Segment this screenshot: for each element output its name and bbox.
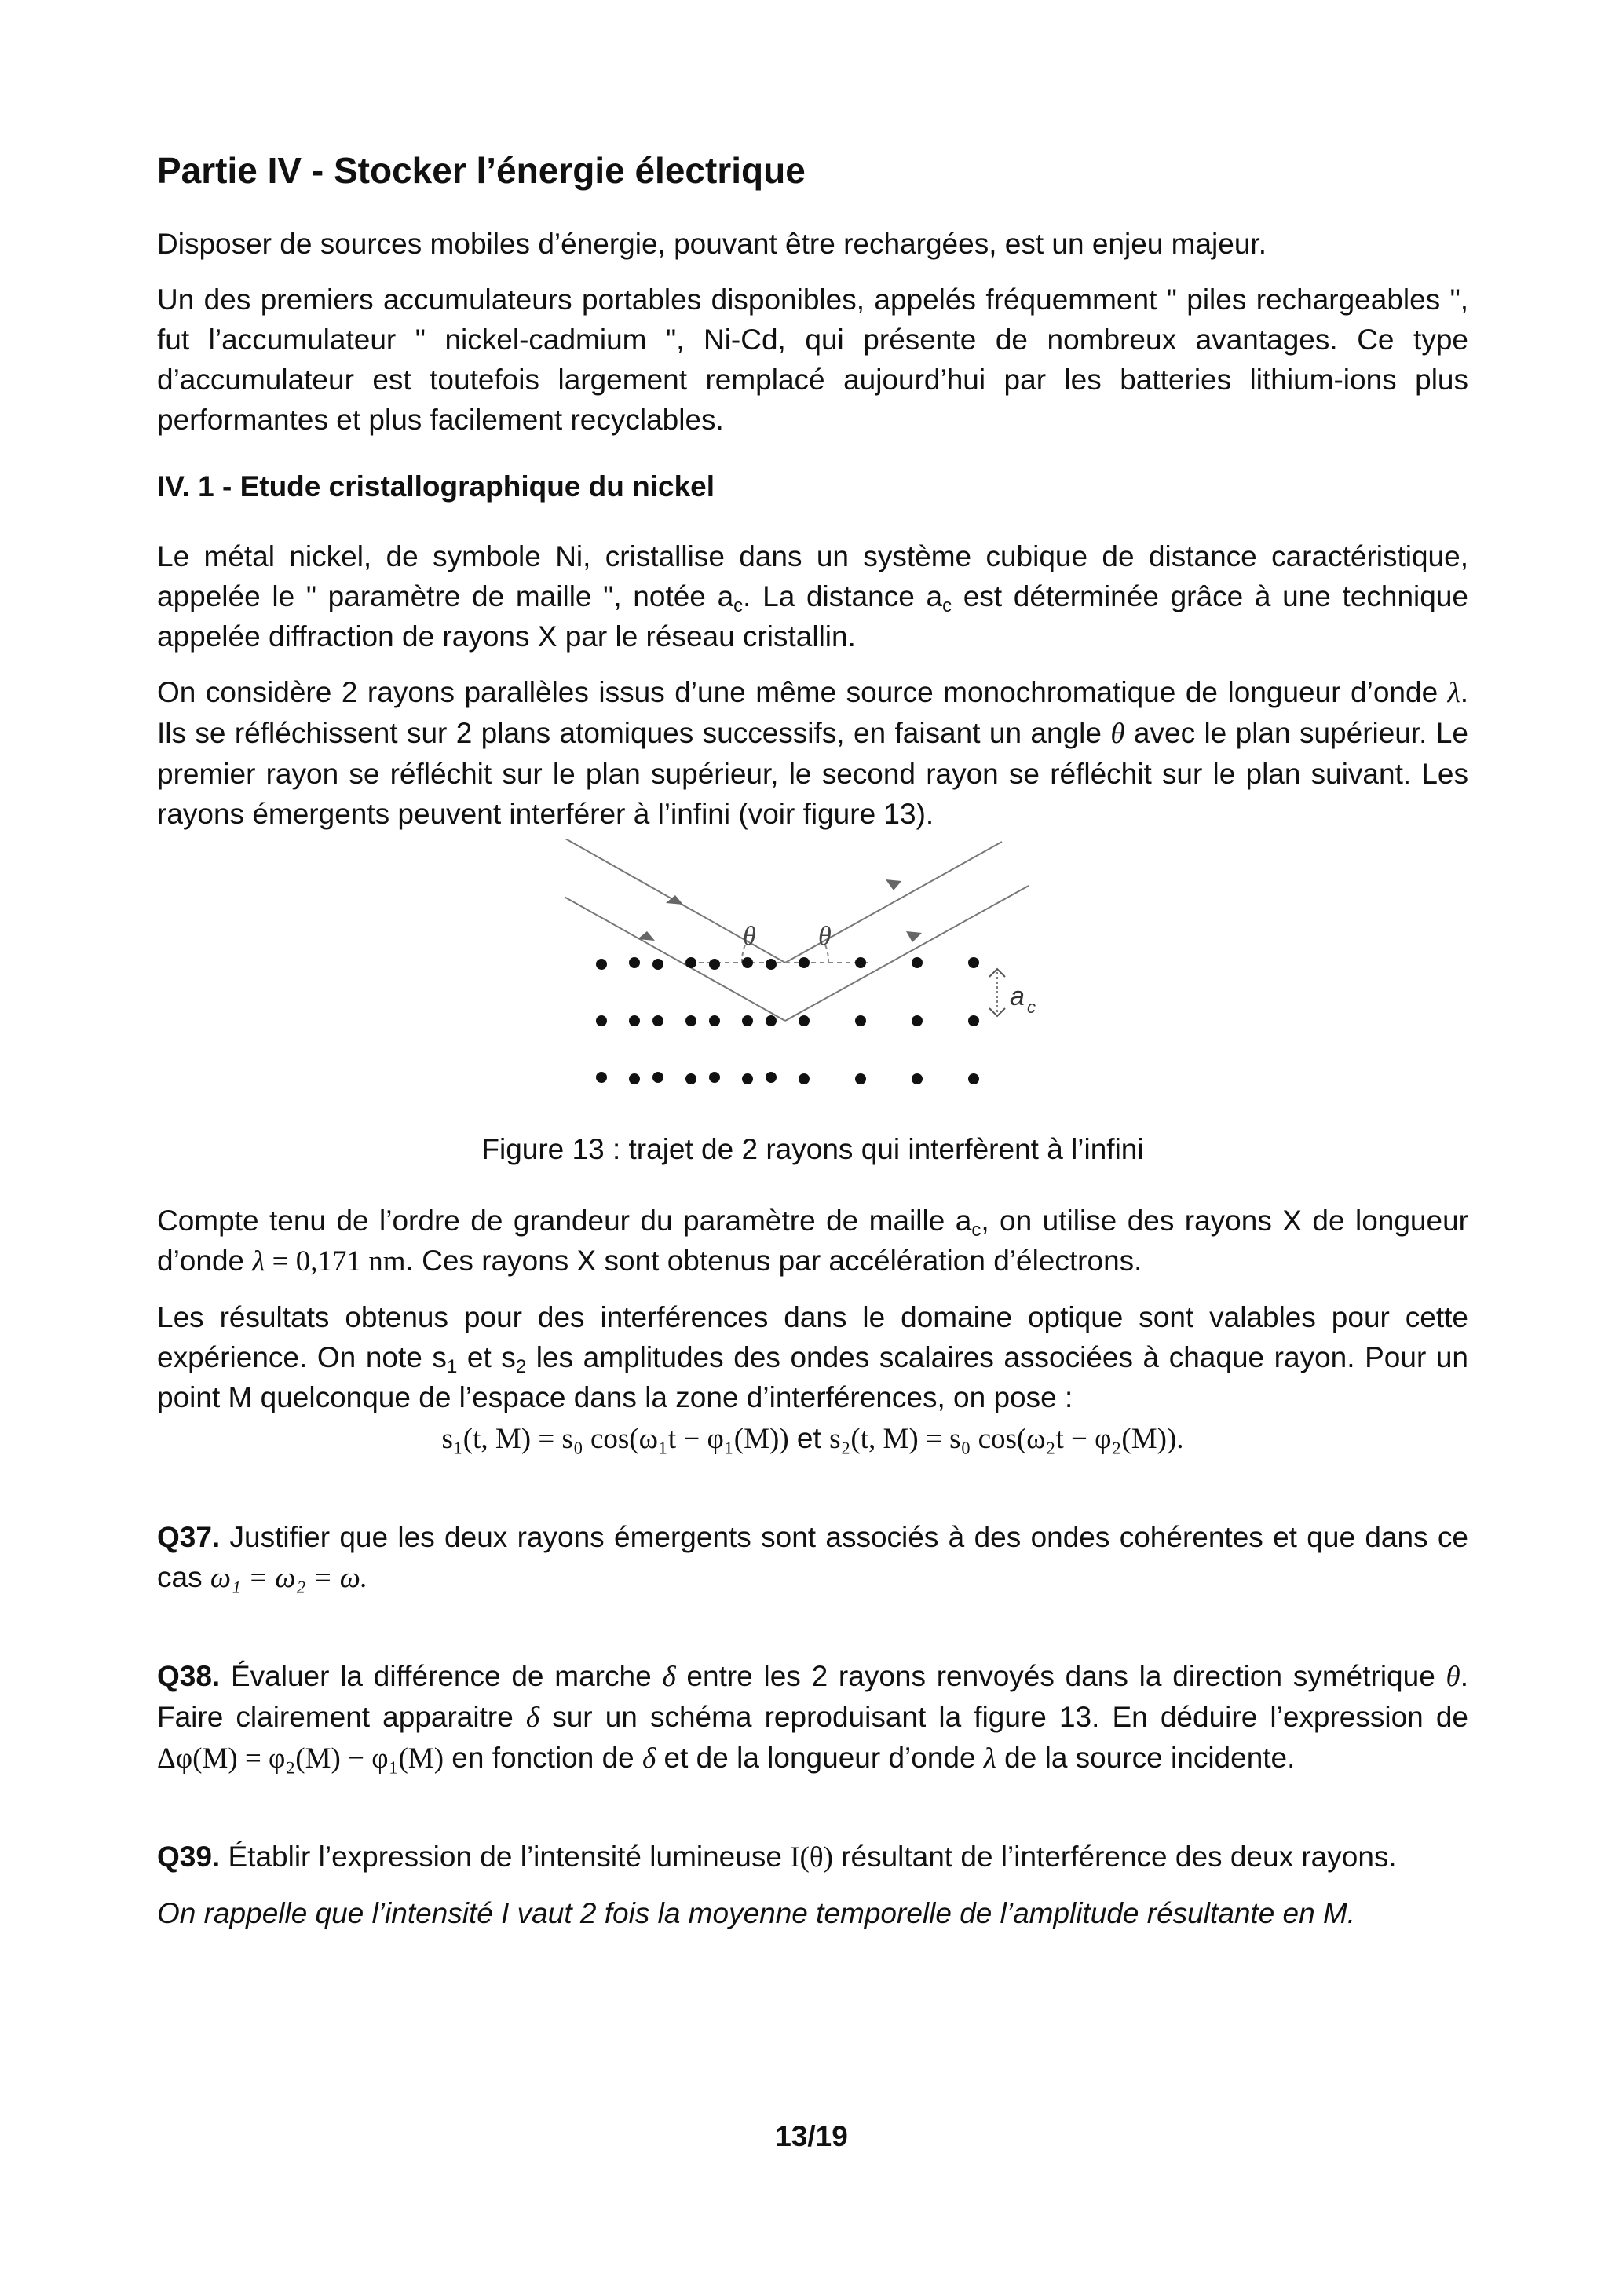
intro-paragraph-1: Disposer de sources mobiles d’énergie, pouvant être rechargées, est un enjeu majeur. bbox=[157, 228, 1267, 261]
wave-equation: s₁(t, M) = s₀ cos(ω₁t − φ₁(M)) et s₂(t, M) = s₀ cos(ω₂t − φ₂(M)). bbox=[441, 1421, 1184, 1455]
lattice-grid bbox=[620, 839, 1170, 1129]
page-number: 13/19 bbox=[775, 2120, 848, 2152]
figure-caption: Figure 13 : trajet de 2 rayons qui interfèrent à l’infini bbox=[481, 1132, 1144, 1165]
theta-label-left: θ bbox=[743, 921, 756, 951]
ac-label: a bbox=[1010, 981, 1025, 1011]
question-39: Q39. Établir l’expression de l’intensité lumineuse I(θ) résultant de l’interférence des deux rayons. bbox=[157, 1840, 1397, 1874]
theta-label-right: θ bbox=[818, 921, 832, 951]
intro-paragraph-2: Un des premiers accumulateurs portables disponibles, appelés fréquemment " piles rechargeables ", fut l’accumulateur " nickel-cadmium ", Ni-Cd, qui présente de nombreux avantages. Ce type d’accumulateur est toutefois largement remplacé aujourd’hui par les batteries lithium-ions plus performantes et plus facilement recyclables. bbox=[157, 283, 1468, 437]
page-title: Partie IV - Stocker l’énergie électrique bbox=[157, 150, 806, 191]
interference-paragraph: Les résultats obtenus pour des interférences dans le domaine optique sont valables pour cette expérience. On note $s_1$ et $s_2$ les amplitudes des ondes scalaires associées à chaque rayon. Pour un point M quelconque de l’espace dans la zone d’interférences, on pose : bbox=[157, 1300, 1469, 1413]
crystal-paragraph: Le métal nickel, de symbole Ni, cristallise dans un système cubique de distance caractéristique, appelée le " paramètre de maille ", notée $a_c$. La distance $a_c$ est déterminée grâce à une technique appelée diffraction de rayons X par le réseau cristallin. bbox=[157, 539, 1468, 653]
question-38: Q38. Évaluer la différence de marche δ entre les 2 rayons renvoyés dans la direction symétrique θ. Faire clairement apparaitre δ sur un schéma reproduisant la figure 13. En déduire l’expression de Δφ(M) = φ₂(M) − φ₁(M) en fonction de δ et de la longueur d’onde λ de la source incidente. bbox=[157, 1659, 1469, 1775]
xray-paragraph: Compte tenu de l’ordre de grandeur du paramètre de maille $a_c$, on utilise des rayons X de longueur d’onde λ = 0,171 nm. Ces rayons X sont obtenus par accélération d’électrons. bbox=[157, 1204, 1468, 1278]
intensity-reminder: On rappelle que l’intensité I vaut 2 fois la moyenne temporelle de l’amplitude résultante en M. bbox=[157, 1896, 1356, 1929]
section-title: IV. 1 - Etude cristallographique du nickel bbox=[157, 470, 715, 503]
rays-paragraph: On considère 2 rayons parallèles issus d’une même source monochromatique de longueur d’onde λ. Ils se réfléchissent sur 2 plans atomiques successifs, en faisant un angle θ avec le plan supérieur. Le premier rayon se réfléchit sur le plan supérieur, le second rayon se réfléchit sur le plan suivant. Les rayons émergents peuvent interférer à l’infini (voir figure 13). bbox=[157, 675, 1469, 830]
question-37: Q37. Justifier que les deux rayons émergents sont associés à des ondes cohérentes et que dans ce cas ω₁ = ω₂ = ω. bbox=[157, 1520, 1468, 1594]
ac-label-sub: c bbox=[1027, 996, 1036, 1017]
document-page bbox=[157, 133, 1468, 1933]
figure-13 bbox=[157, 839, 1468, 1129]
